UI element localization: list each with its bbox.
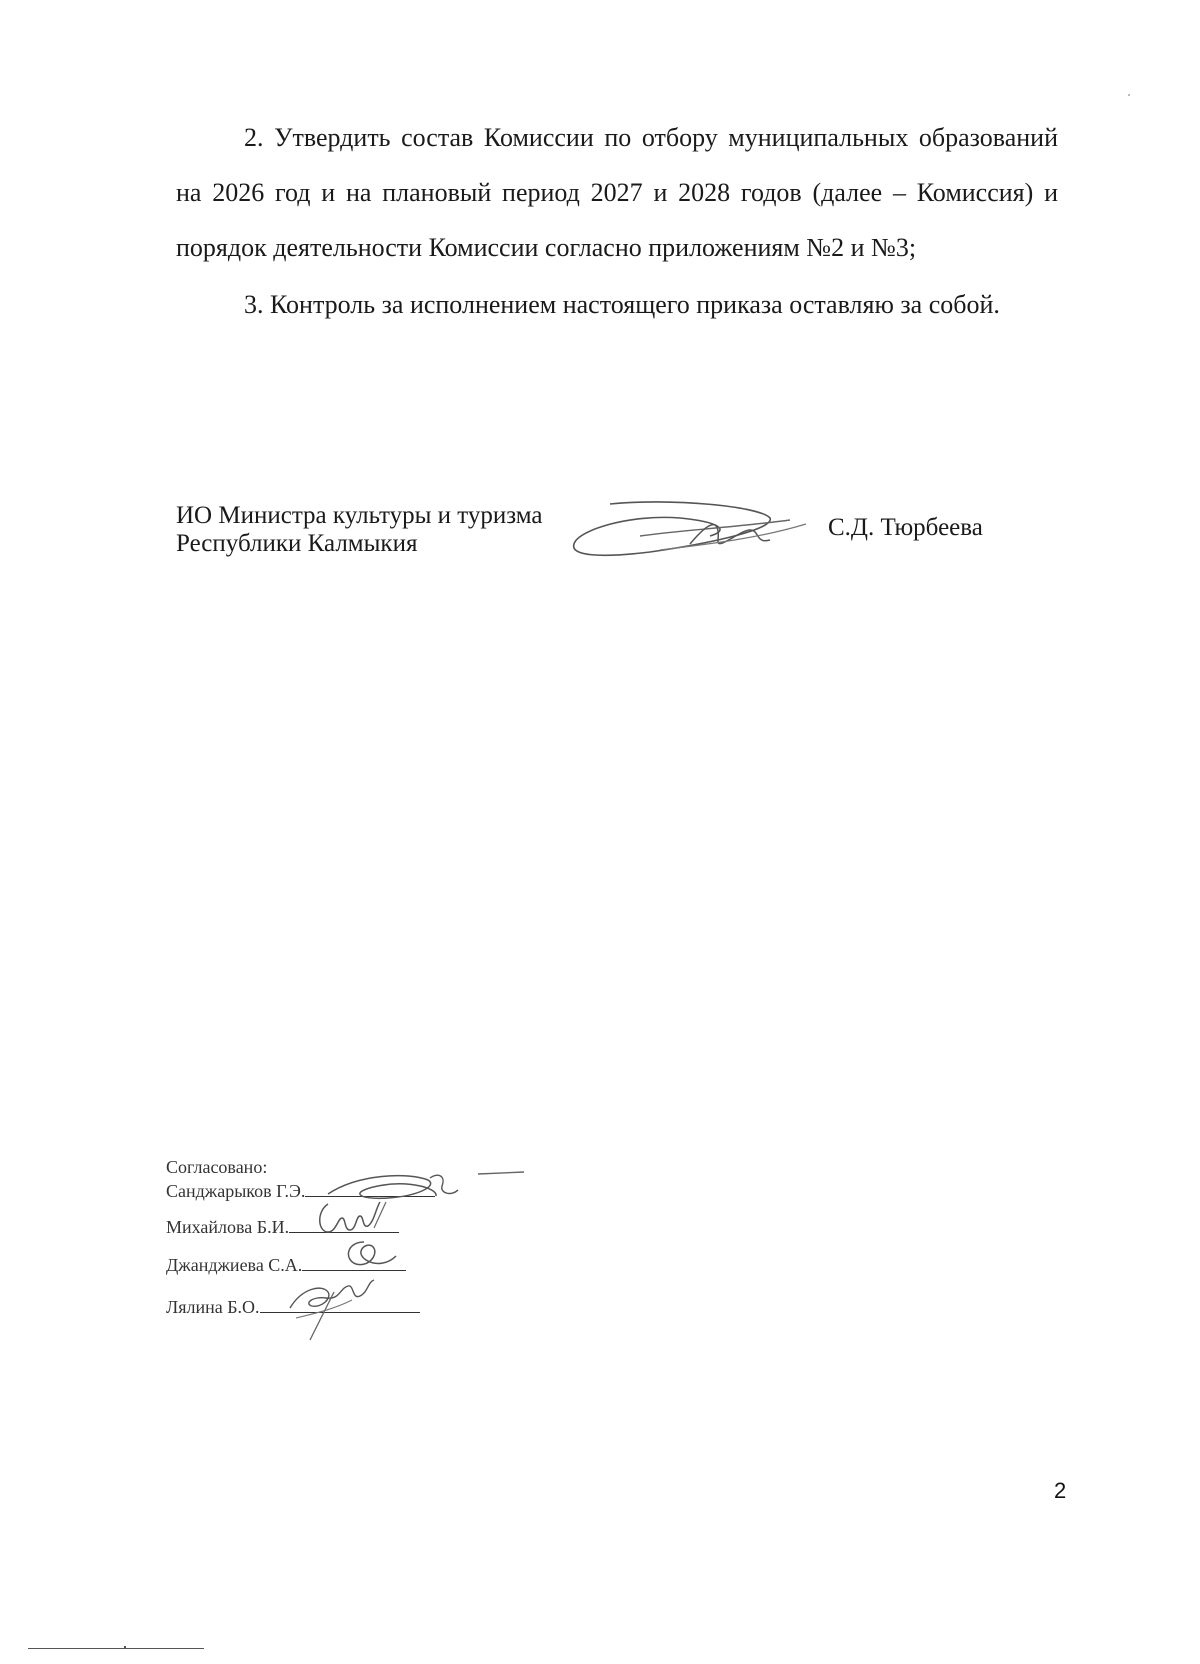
signatory-position-line-1: ИО Министра культуры и туризма (176, 502, 543, 529)
approver-name: Санджарыков Г.Э. (166, 1181, 306, 1201)
footer-rule (28, 1648, 204, 1649)
paragraph-2: 2. Утвердить состав Комиссии по отбору муниципальных образований на 2026 год и на плановый период 2027 и 2028 годов (далее – Комиссия) и порядок деятельности Комиссии согласно приложениям №2 и №3; (176, 123, 1058, 262)
signatory-name: С.Д. Тюрбеева (828, 514, 983, 541)
signatory-position (176, 502, 543, 558)
approver-name: Джанджиева С.А. (166, 1255, 303, 1275)
footer-rule-tick (124, 1646, 126, 1649)
approver-signature (282, 1278, 382, 1342)
approver-name: Лялина Б.О. (166, 1297, 260, 1317)
approval-heading: Согласовано: (166, 1157, 268, 1177)
minister-signature (570, 500, 810, 570)
page-number: 2 (1054, 1478, 1067, 1503)
approver-name: Михайлова Б.И. (166, 1217, 290, 1237)
scan-speck (1128, 94, 1130, 96)
paragraph-3: 3. Контроль за исполнением настоящего приказа оставляю за собой. (244, 290, 1000, 319)
signatory-position-line-2: Республики Калмыкия (176, 530, 418, 557)
approver-signature (336, 1234, 406, 1274)
